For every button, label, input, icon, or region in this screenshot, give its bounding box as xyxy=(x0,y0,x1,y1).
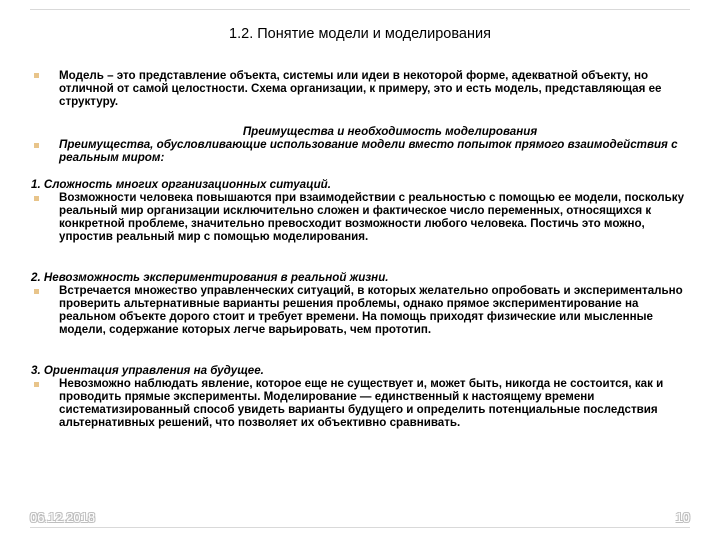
advantages-intro: Преимущества, обусловливающие использование модели вместо попыток прямого взаимодействия с реальным миром: xyxy=(59,138,678,165)
slide-title: 1.2. Понятие модели и моделирования xyxy=(229,26,491,42)
definition-text: Модель – это представление объекта, системы или идеи в некоторой форме, адекватной объекту, но отличной от самой целостности. Схема организации, к примеру, это и есть модель, представляющая ее структуру. xyxy=(59,69,662,109)
bullet-icon xyxy=(34,196,39,201)
top-divider xyxy=(30,9,690,10)
bullet-icon xyxy=(34,73,39,78)
section-3-heading: 3. Ориентация управления на будущее. xyxy=(31,364,264,377)
footer-page-number: 10 xyxy=(675,510,690,525)
bullet-icon xyxy=(34,382,39,387)
bottom-divider xyxy=(30,527,690,528)
section-2-heading: 2. Невозможность экспериментирования в реальной жизни. xyxy=(31,271,389,284)
section-1-text: Возможности человека повышаются при взаимодействии с реальностью с помощью ее модели, поскольку реальный мир организации исключительно сложен и фактическое число переменных, относящихся к конкретной проблеме, значительно превосходит возможности любого человека. Постичь это можно, упростив реальный мир с помощью моделирования. xyxy=(59,191,685,244)
bullet-icon xyxy=(34,143,39,148)
section-2-text: Встречается множество управленческих ситуаций, в которых желательно опробовать и экспериментально проверить альтернативные варианты решения проблемы, однако прямое экспериментирование на реальном объекте дорого стоит и требует времени. На помощь приходят физические или мысленные модели, содержание которых легче варьировать, чем прототип. xyxy=(59,284,683,337)
footer-date: 06.12.2018 xyxy=(30,510,96,525)
section-3-text: Невозможно наблюдать явление, которое еще не существует и, может быть, никогда не состоится, как и проводить прямые эксперименты. Моделирование — единственный к настоящему времени систематизированный способ увидеть варианты будущего и определить потенциальные последствия альтернативных решений, что позволяет их объективно сравнивать. xyxy=(59,377,664,430)
section-1-heading: 1. Сложность многих организационных ситуаций. xyxy=(31,178,331,191)
advantages-heading: Преимущества и необходимость моделирования xyxy=(242,125,538,138)
bullet-icon xyxy=(34,289,39,294)
